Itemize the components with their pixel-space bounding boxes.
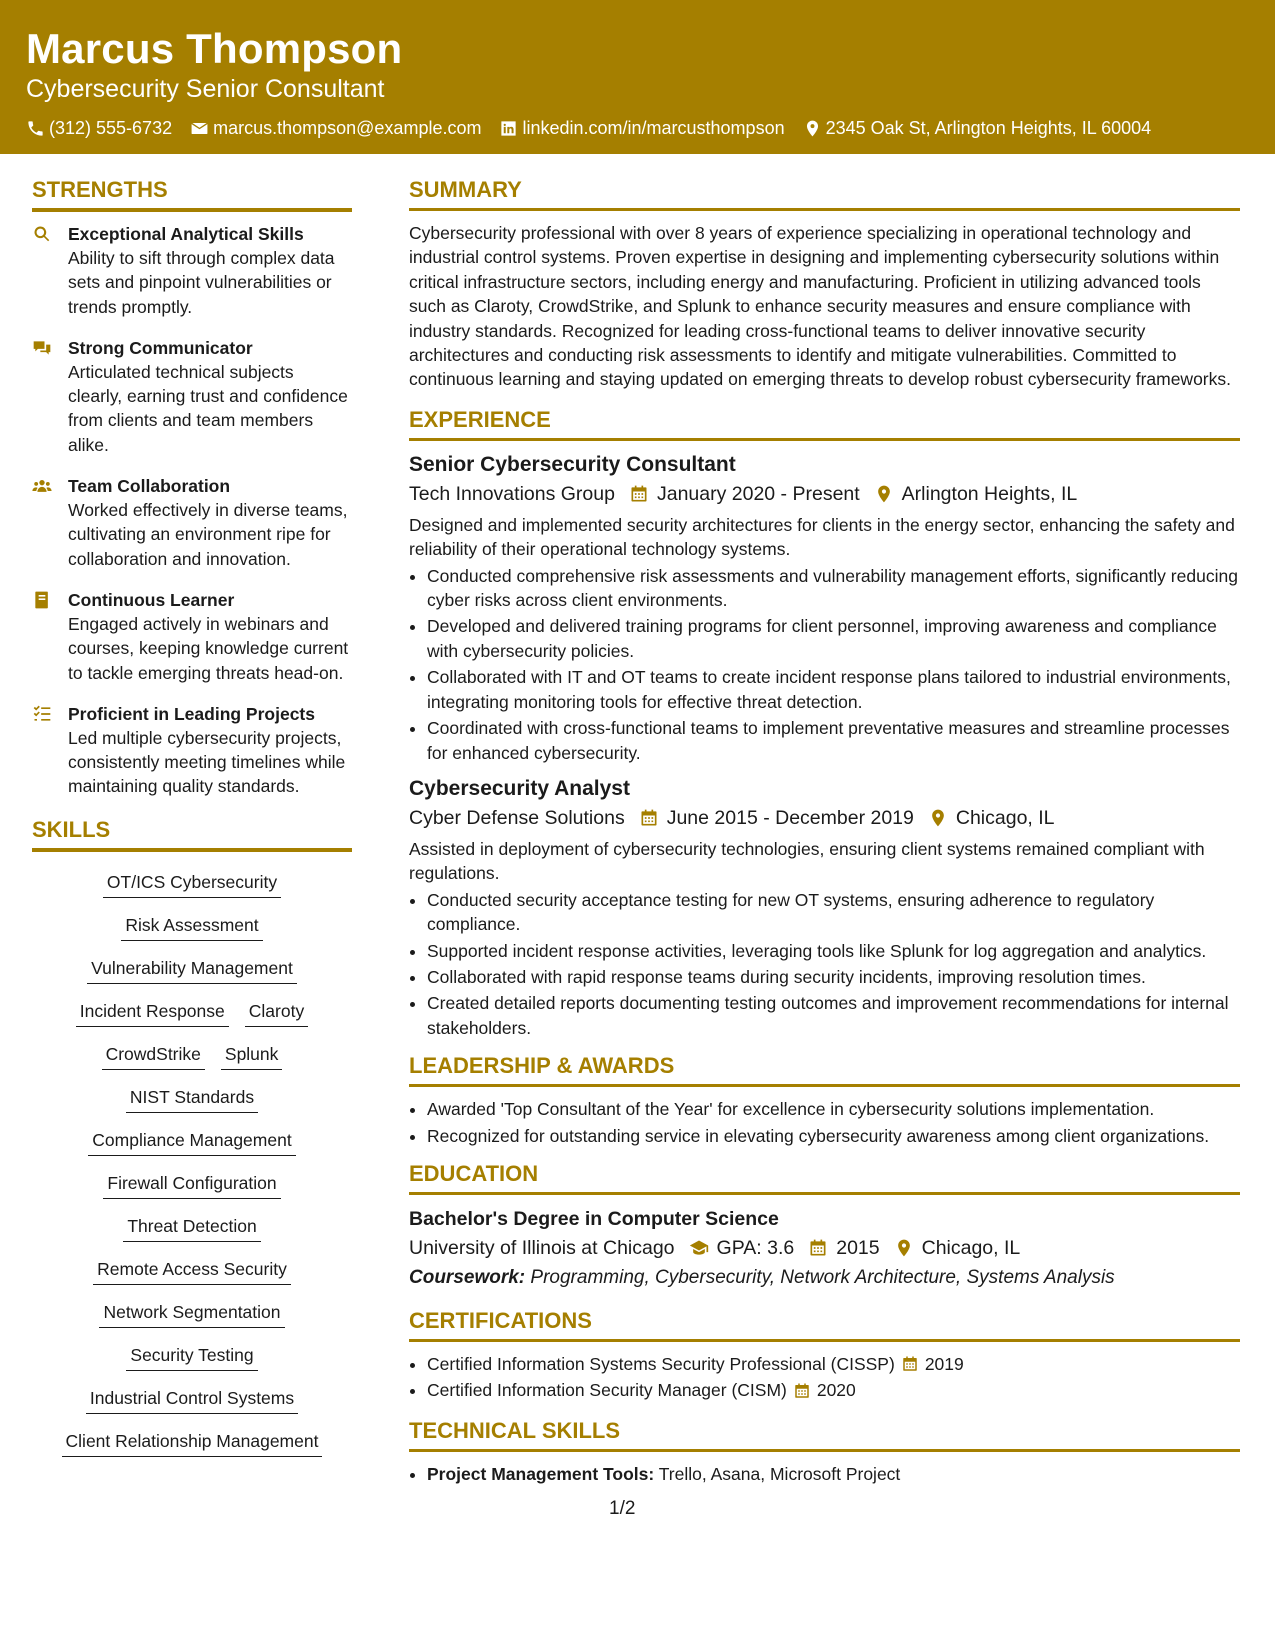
address-text: 2345 Oak St, Arlington Heights, IL 60004 bbox=[825, 118, 1152, 138]
job-bullet: • Created detailed reports documenting testing outcomes and improvement recommendations for internal stakeholders. bbox=[427, 991, 1240, 1040]
calendar-icon bbox=[901, 1355, 919, 1373]
contact-bar bbox=[26, 116, 1249, 140]
coursework bbox=[409, 1263, 1240, 1293]
strength-title: Proficient in Leading Projects bbox=[68, 703, 315, 724]
job-bullet: • Coordinated with cross-functional teams to implement preventative measures and streamline processes for enhanced cybersecurity. bbox=[427, 716, 1240, 765]
strength-item bbox=[32, 474, 352, 571]
job-meta bbox=[409, 479, 1240, 509]
technical-skill-item bbox=[427, 1462, 1240, 1486]
education-meta bbox=[409, 1233, 1240, 1263]
contact-email[interactable] bbox=[190, 116, 481, 140]
job-entry bbox=[409, 451, 1240, 765]
skill-tag: CrowdStrike bbox=[102, 1040, 205, 1070]
job-entry bbox=[409, 775, 1240, 1040]
skills-list-rest bbox=[32, 911, 352, 1457]
chat-icon bbox=[32, 338, 52, 358]
job-bullet: • Conducted comprehensive risk assessments and vulnerability management efforts, significantly reducing cyber risks across client environments. bbox=[427, 564, 1240, 613]
job-bullet: • Supported incident response activities, leveraging tools like Splunk for log aggregation and analytics. bbox=[427, 939, 1240, 963]
strengths-heading: STRENGTHS bbox=[32, 176, 352, 212]
certification-name: • Certified Information Security Manager (CISM) bbox=[427, 1380, 787, 1401]
skill-tag: Security Testing bbox=[126, 1341, 257, 1371]
job-bullet: • Collaborated with rapid response teams during security incidents, improving resolution times. bbox=[427, 965, 1240, 989]
strength-item bbox=[32, 336, 352, 457]
job-description: Designed and implemented security architectures for clients in the energy sector, enhancing the safety and reliability of their operational technology systems. bbox=[409, 514, 1235, 560]
job-title: Cybersecurity Analyst bbox=[409, 776, 630, 800]
contact-phone[interactable] bbox=[26, 116, 172, 140]
coursework-label: Coursework: bbox=[409, 1266, 526, 1288]
technical-skills-heading: TECHNICAL SKILLS bbox=[409, 1417, 1240, 1452]
leadership-item: • Awarded 'Top Consultant of the Year' for excellence in cybersecurity solutions implementation. bbox=[427, 1097, 1240, 1121]
strength-item bbox=[32, 702, 352, 799]
skill-tag: Firewall Configuration bbox=[103, 1169, 280, 1199]
skill-tag: Network Segmentation bbox=[99, 1298, 284, 1328]
skill-tag: OT/ICS Cybersecurity bbox=[103, 868, 281, 898]
job-meta bbox=[409, 803, 1240, 833]
skill-tag: Incident Response bbox=[76, 997, 229, 1027]
calendar-icon bbox=[639, 808, 659, 828]
users-icon bbox=[32, 476, 52, 496]
contact-linkedin[interactable] bbox=[499, 116, 784, 140]
strength-item bbox=[32, 222, 352, 319]
linkedin-icon bbox=[499, 119, 518, 138]
job-bullet: • Conducted security acceptance testing for new OT systems, ensuring adherence to regulatory compliance. bbox=[427, 888, 1240, 937]
email-text: marcus.thompson@example.com bbox=[213, 118, 482, 138]
book-icon bbox=[32, 590, 52, 610]
summary-text: Cybersecurity professional with over 8 years of experience specializing in operational technology and industrial control systems. Proven expertise in designing and implementing cybersecurity solutions within critical infrastructure sectors, including energy and manufacturing. Proficient in utilizing advanced tools such as Claroty, CrowdStrike, and Splunk to enhance security measures and ensure compliance with industry standards. Recognized for leading cross-functional teams to deliver innovative security architectures and conducting risk assessments to identify and mitigate vulnerabilities. Committed to continuous learning and staying updated on emerging threats to develop robust cybersecurity frameworks. bbox=[409, 223, 1231, 390]
strength-desc: Articulated technical subjects clearly, earning trust and confidence from clients and team members alike. bbox=[68, 361, 348, 455]
calendar-icon bbox=[793, 1382, 811, 1400]
page-number: 1/2 bbox=[609, 1498, 636, 1519]
skill-tag: Risk Assessment bbox=[121, 911, 262, 941]
certifications-list bbox=[409, 1352, 1240, 1403]
list-check-icon bbox=[32, 704, 52, 724]
certification-year: 2019 bbox=[924, 1353, 964, 1374]
job-dates: January 2020 - Present bbox=[656, 482, 860, 505]
certification-year: 2020 bbox=[816, 1380, 856, 1401]
calendar-icon bbox=[629, 484, 649, 504]
strength-title: Exceptional Analytical Skills bbox=[68, 224, 304, 244]
job-description: Assisted in deployment of cybersecurity technologies, ensuring client systems remained compliant with regulations. bbox=[409, 838, 1205, 884]
skill-tag: NIST Standards bbox=[126, 1083, 258, 1113]
skill-tag: Threat Detection bbox=[123, 1212, 260, 1242]
certification-name: • Certified Information Systems Security Professional (CISSP) bbox=[427, 1353, 895, 1374]
job-company: Tech Innovations Group bbox=[409, 482, 615, 505]
phone-icon bbox=[26, 119, 45, 138]
linkedin-text: linkedin.com/in/marcusthompson bbox=[522, 118, 785, 138]
job-title: Senior Cybersecurity Consultant bbox=[409, 452, 736, 476]
certifications-heading: CERTIFICATIONS bbox=[409, 1307, 1240, 1342]
search-icon bbox=[32, 224, 52, 244]
strength-desc: Worked effectively in diverse teams, cultivating an environment ripe for collaboration and innovation. bbox=[68, 500, 348, 569]
technical-skill-value: Trello, Asana, Microsoft Project bbox=[658, 1463, 901, 1484]
job-dates: June 2015 - December 2019 bbox=[666, 806, 914, 829]
strength-desc: Led multiple cybersecurity projects, consistently meeting timelines while maintaining quality standards. bbox=[68, 727, 346, 797]
right-column bbox=[409, 176, 1240, 1488]
candidate-role: Cybersecurity Senior Consultant bbox=[26, 75, 385, 103]
strength-desc: Engaged actively in webinars and courses, keeping knowledge current to tackle emerging threats head-on. bbox=[68, 613, 349, 683]
strength-title: Continuous Learner bbox=[68, 589, 235, 610]
school-name: University of Illinois at Chicago bbox=[409, 1236, 675, 1259]
skill-tag: Splunk bbox=[221, 1040, 283, 1070]
map-pin-icon bbox=[803, 119, 822, 138]
skill-tag: Remote Access Security bbox=[93, 1255, 291, 1285]
education-heading: EDUCATION bbox=[409, 1160, 1240, 1195]
graduation-cap-icon bbox=[689, 1238, 709, 1258]
job-location: Arlington Heights, IL bbox=[901, 482, 1078, 505]
skills-heading: SKILLS bbox=[32, 816, 352, 852]
strength-title: Team Collaboration bbox=[68, 476, 231, 497]
leadership-item: • Recognized for outstanding service in elevating cybersecurity awareness among client organizations. bbox=[427, 1124, 1240, 1148]
phone-text: (312) 555-6732 bbox=[49, 118, 173, 138]
envelope-icon bbox=[190, 119, 209, 138]
calendar-icon bbox=[808, 1238, 828, 1258]
strength-title: Strong Communicator bbox=[68, 337, 253, 358]
skill-tag: Claroty bbox=[245, 997, 308, 1027]
left-column bbox=[32, 176, 352, 1457]
job-bullet: • Developed and delivered training programs for client personnel, improving awareness and compliance with cybersecurity policies. bbox=[427, 614, 1240, 663]
leadership-list bbox=[409, 1097, 1240, 1148]
strength-item bbox=[32, 588, 352, 685]
grad-year: 2015 bbox=[836, 1236, 880, 1259]
strength-desc: Ability to sift through complex data sets and pinpoint vulnerabilities or trends promptly. bbox=[68, 248, 335, 317]
experience-heading: EXPERIENCE bbox=[409, 406, 1240, 441]
skill-tag: Client Relationship Management bbox=[62, 1427, 323, 1457]
skill-tag: Compliance Management bbox=[88, 1126, 295, 1156]
technical-skills-list bbox=[409, 1462, 1240, 1486]
map-pin-icon bbox=[894, 1238, 914, 1258]
technical-skill-label: Project Management Tools: bbox=[427, 1463, 655, 1484]
map-pin-icon bbox=[874, 484, 894, 504]
school-location: Chicago, IL bbox=[921, 1236, 1021, 1259]
certification-item bbox=[427, 1378, 1240, 1402]
coursework-text: Programming, Cybersecurity, Network Architecture, Systems Analysis bbox=[530, 1266, 1115, 1288]
degree-title: Bachelor's Degree in Computer Science bbox=[409, 1207, 779, 1230]
job-bullet: • Collaborated with IT and OT teams to create incident response plans tailored to industrial environments, integrating monitoring tools for effective threat detection. bbox=[427, 665, 1240, 714]
skill-tag: Industrial Control Systems bbox=[86, 1384, 298, 1414]
gpa: GPA: 3.6 bbox=[716, 1236, 795, 1259]
leadership-heading: LEADERSHIP & AWARDS bbox=[409, 1052, 1240, 1087]
job-company: Cyber Defense Solutions bbox=[409, 806, 625, 829]
summary-heading: SUMMARY bbox=[409, 176, 1240, 211]
map-pin-icon bbox=[928, 808, 948, 828]
skills-list bbox=[32, 868, 352, 898]
job-location: Chicago, IL bbox=[955, 806, 1055, 829]
job-bullets bbox=[409, 888, 1240, 1040]
job-bullets bbox=[409, 564, 1240, 765]
contact-address bbox=[803, 116, 1152, 140]
certification-item bbox=[427, 1352, 1240, 1376]
resume-header bbox=[0, 0, 1275, 154]
candidate-name: Marcus Thompson bbox=[26, 25, 403, 72]
skill-tag: Vulnerability Management bbox=[87, 954, 297, 984]
